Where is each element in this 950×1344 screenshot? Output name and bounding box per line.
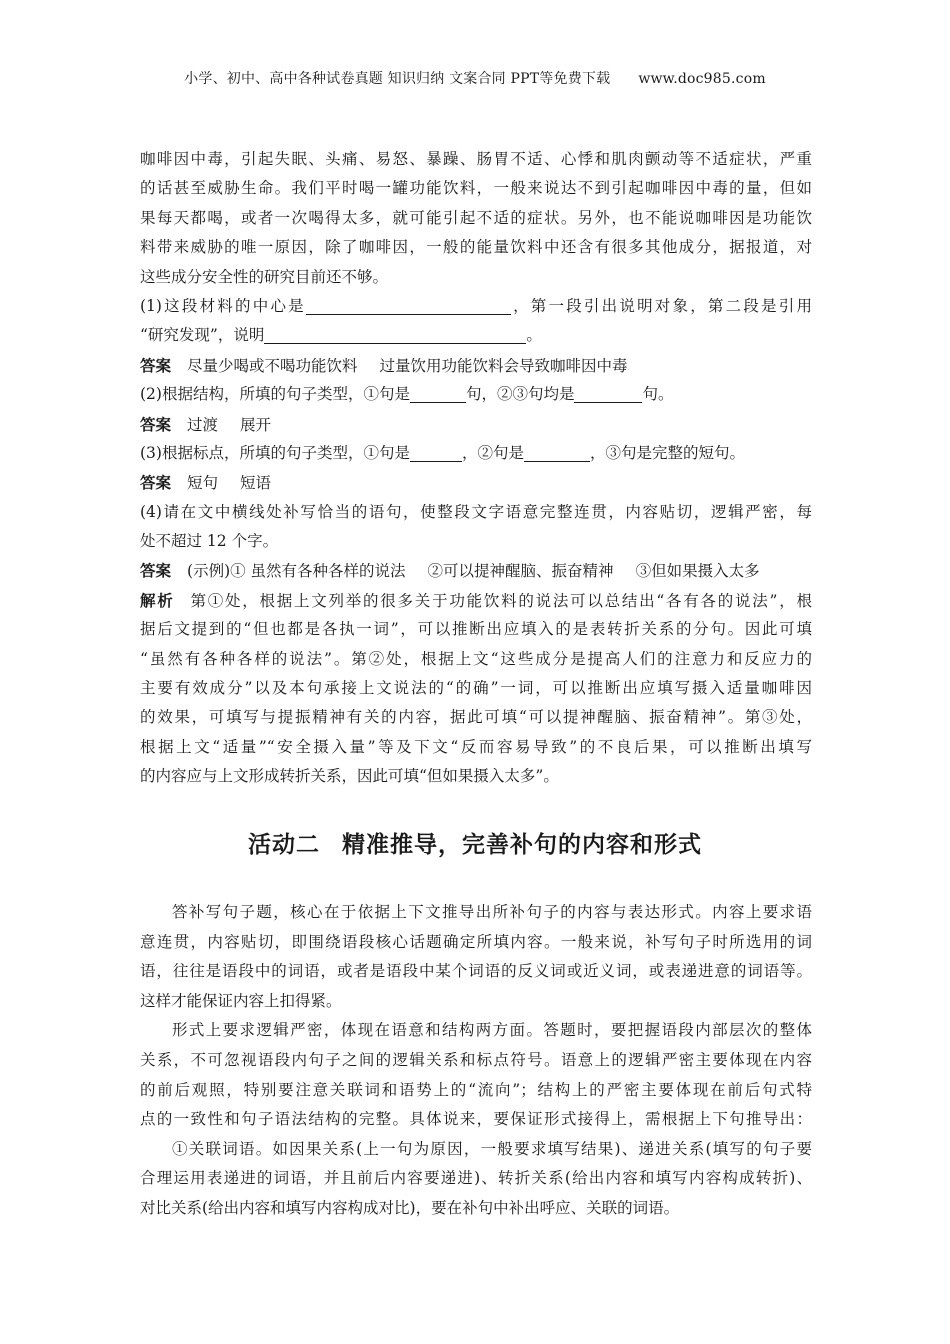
- question-3-text: ，③句是完整的短句。: [589, 443, 745, 462]
- page-header: [0, 68, 950, 88]
- answer-item: ③但如果摄入太多: [635, 562, 760, 581]
- body-line: 形式上要求逻辑严密，体现在语意和结构两方面。答题时，要把握语段内部层次的整体: [172, 1021, 812, 1040]
- answer-item: 展开: [240, 415, 272, 434]
- question-3: [140, 439, 812, 468]
- answer-blank: [574, 384, 642, 403]
- question-2-text: 句，②③句均是: [465, 385, 575, 404]
- body-line: 答补写句子题，核心在于依据上下文推导出所补句子的内容与表达形式。内容上要求语: [172, 903, 812, 921]
- body-line: 这样才能保证内容上扣得紧。: [140, 991, 342, 1010]
- answer-label: 答案: [140, 355, 172, 375]
- analysis-line: 据后文提到的“但也都是各执一词”，可以推断出应填入的是表转折关系的分句。因此可填: [140, 620, 812, 639]
- section-title-text: 精准推导，完善补句的内容和形式: [342, 832, 702, 858]
- body-line: 关系，不可忽视语段内句子之间的逻辑关系和标点符号。语意上的逻辑严密主要体现在内容: [140, 1050, 812, 1069]
- answer-blank: [524, 443, 590, 462]
- answer-blank: [306, 296, 511, 315]
- passage-line: 果每天都喝，或者一次喝得太多，就可能引起不适的症状。另外，也不能说咖啡因是功能饮: [140, 208, 812, 227]
- body-line: 对比关系(给出内容和填写内容构成对比)，要在补句中补出呼应、关联的词语。: [140, 1198, 680, 1217]
- analysis-line: 的内容应与上文形成转折关系，因此可填“但如果摄入太多”。: [140, 767, 559, 786]
- answer-item: (示例)① 虽然有各种各样的说法: [187, 562, 406, 581]
- passage-line: 咖啡因中毒，引起失眠、头痛、易怒、暴躁、肠胃不适、心悸和肌肉颤动等不适症状，严重: [140, 150, 812, 168]
- answer-4: [140, 556, 812, 585]
- answer-item: 短句: [187, 474, 219, 493]
- passage-line: 的话甚至威胁生命。我们平时喝一罐功能饮料，一般来说达不到引起咖啡因中毒的量，但如: [140, 179, 812, 198]
- analysis-label: 解析: [140, 590, 175, 610]
- answer-item: 尽量少喝或不喝功能饮料: [187, 356, 358, 375]
- answer-blank: [410, 384, 466, 403]
- header-url[interactable]: www.doc985.com: [638, 71, 766, 87]
- body-line: ①关联词语。如因果关系(上一句为原因，一般要求填写结果)、递进关系(填写的句子要: [172, 1139, 812, 1158]
- passage: [140, 145, 812, 292]
- answer-item: ②可以提神醒脑、振奋精神: [427, 562, 614, 581]
- answer-1: [140, 351, 812, 380]
- question-4-cont: 处不超过 12 个字。: [140, 532, 279, 551]
- answer-label: 答案: [140, 473, 172, 493]
- analysis-line: 主要有效成分”以及本句承接上文说法的“的确”一词，可以推断出应填写摄入适量咖啡因: [140, 679, 812, 698]
- question-2: [140, 380, 812, 409]
- body-line: 的前后观照，特别要注意关联词和语势上的“流向”；结构上的严密主要体现在前后句式特: [140, 1080, 812, 1099]
- analysis-line: [140, 586, 812, 615]
- question-3-text: ，②句是: [461, 443, 524, 462]
- question-4: (4)请在文中横线处补写恰当的语句，使整段文字语意完整连贯，内容贴切，逻辑严密，每: [140, 502, 812, 521]
- analysis-line: 的效果，可填写与提振精神有关的内容，据此可填“可以提神醒脑、振奋精神”。第③处，: [140, 708, 812, 727]
- question-1-text: ，第一段引出说明对象，第二段是引用: [510, 296, 812, 315]
- answer-2: [140, 410, 812, 439]
- body-line: 点的一致性和句子语法结构的完整。具体说来，要保证形式接得上，需根据上下句推导出：: [140, 1110, 812, 1129]
- question-1-text: 。: [526, 326, 542, 345]
- answer-blank: [410, 443, 462, 462]
- analysis-line: 根据上文“适量”“安全摄入量”等及下文“反而容易导致”的不良后果，可以推断出填写: [140, 737, 812, 756]
- answer-3: [140, 468, 812, 497]
- header-text: 小学、初中、高中各种试卷真题 知识归纳 文案合同 PPT等免费下载: [184, 71, 611, 87]
- section-title: [0, 826, 950, 859]
- question-3-text: (3)根据标点，所填的句子类型，①句是: [140, 443, 410, 462]
- body-text: [140, 898, 812, 1224]
- answer-blank: [264, 325, 526, 344]
- answer-item: 过量饮用功能饮料会导致咖啡因中毒: [379, 356, 628, 375]
- passage-line: 料带来威胁的唯一原因，除了咖啡因，一般的能量饮料中还含有很多其他成分，据报道，对: [140, 238, 812, 257]
- answer-item: 短语: [240, 474, 272, 493]
- analysis-text: 第①处，根据上文列举的很多关于功能饮料的说法可以总结出“各有各的说法”，根: [190, 591, 812, 610]
- exercise-section: [140, 145, 812, 792]
- question-1-text: “研究发现”，说明: [140, 326, 265, 345]
- analysis-line: “虽然有各种各样的说法”。第②处，根据上文“这些成分是提高人们的注意力和反应力的: [140, 649, 812, 668]
- body-line: 合理运用表递进的词语，并且前后内容要递进)、转折关系(给出内容和填写内容构成转折)、: [140, 1169, 812, 1188]
- passage-line: 这些成分安全性的研究目前还不够。: [140, 267, 389, 286]
- question-2-text: 句。: [642, 385, 674, 404]
- question-1: [140, 292, 812, 321]
- section-title-label: 活动二: [248, 832, 320, 858]
- answer-label: 答案: [140, 561, 172, 581]
- answer-label: 答案: [140, 414, 172, 434]
- question-1-cont: [140, 321, 812, 350]
- body-line: 意连贯，内容贴切，即围绕语段核心话题确定所填内容。一般来说，补写句子时所选用的词: [140, 932, 812, 951]
- answer-item: 过渡: [187, 415, 219, 434]
- body-line: 语，往往是语段中的词语，或者是语段中某个词语的反义词或近义词，或表递进意的词语等。: [140, 962, 812, 981]
- question-1-text: (1)这段材料的中心是: [140, 296, 306, 315]
- question-2-text: (2)根据结构，所填的句子类型，①句是: [140, 385, 410, 404]
